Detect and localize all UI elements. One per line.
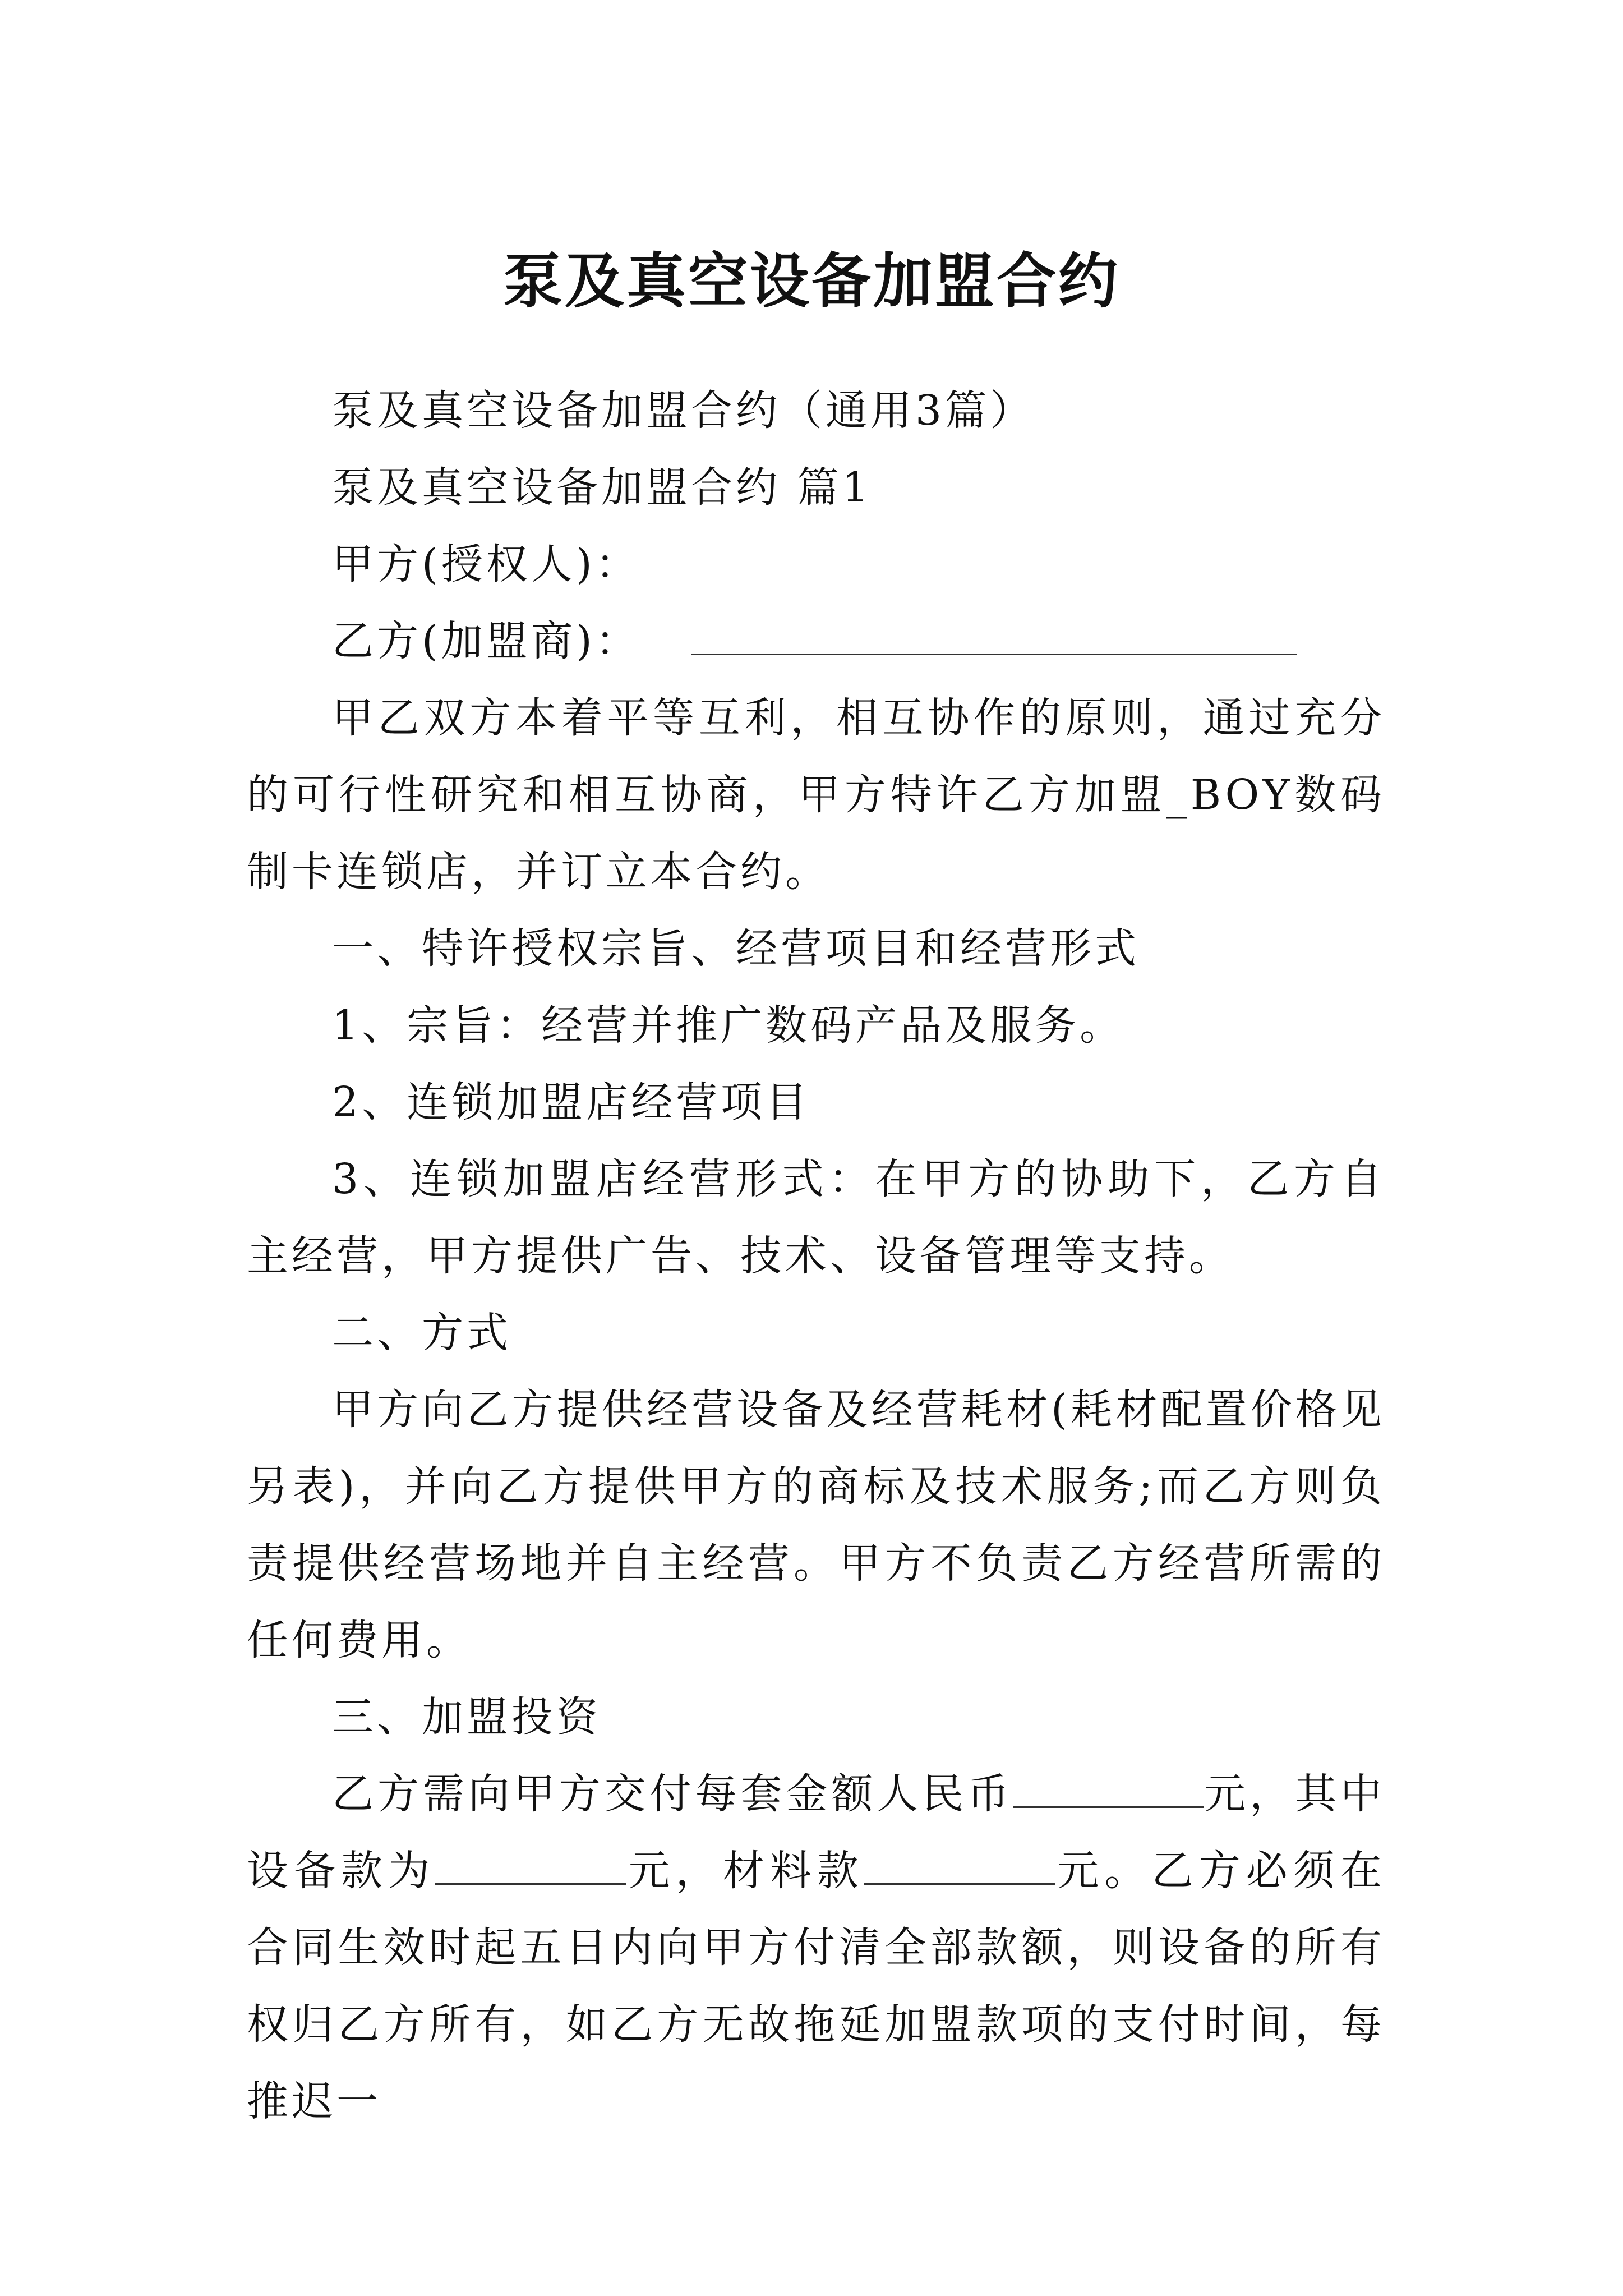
party-b-line: [247, 603, 1385, 680]
section-3-heading: 三、加盟投资: [332, 1693, 601, 1741]
material-amount-blank: [864, 1843, 1055, 1885]
section-3-paragraph: [247, 1756, 1385, 2140]
party-a-line: 甲方(授权人)：: [332, 540, 640, 588]
total-amount-blank: [1013, 1766, 1204, 1808]
section-1-item-2: 2、连锁加盟店经营项目: [332, 1078, 811, 1126]
party-b-label: 乙方(加盟商)：: [332, 617, 640, 665]
section-1-item-1: 1、宗旨：经营并推广数码产品及服务。: [332, 1001, 1125, 1050]
section-3-text-1: 乙方需向甲方交付每套金额人民币: [332, 1770, 1013, 1818]
section-1-heading: 一、特许授权宗旨、经营项目和经营形式: [332, 924, 1140, 973]
document-title: 泵及真空设备加盟合约: [503, 246, 1120, 316]
section-1-item-3: 3、连锁加盟店经营形式：在甲方的协助下，乙方自主经营，甲方提供广告、技术、设备管理等支持。: [247, 1155, 1385, 1280]
intro-paragraph: 甲乙双方本着平等互利，相互协作的原则，通过充分的可行性研究和相互协商，甲方特许乙方加盟_BOY数码制卡连锁店，并订立本合约。: [247, 694, 1385, 896]
section-2-heading: 二、方式: [332, 1309, 511, 1357]
equipment-amount-blank: [435, 1843, 626, 1885]
subtitle: 泵及真空设备加盟合约（通用3篇）: [332, 386, 1035, 435]
section-2-paragraph: 甲方向乙方提供经营设备及经营耗材(耗材配置价格见另表)，并向乙方提供甲方的商标及技术服务;而乙方则负责提供经营场地并自主经营。甲方不负责乙方经营所需的任何费用。: [247, 1386, 1385, 1664]
party-b-blank: [691, 613, 1297, 655]
section-3-text-2: 元，其中设备款为: [247, 1770, 1386, 1895]
section-3-text-4: 元。乙方必须在合同生效时起五日内向甲方付清全部款额，则设备的所有权归乙方所有，如乙方无故拖延加盟款项的支付时间，每推迟一: [247, 1847, 1386, 2125]
chapter-heading: 泵及真空设备加盟合约 篇1: [332, 463, 872, 512]
section-3-text-3: 元，材料款: [626, 1847, 865, 1895]
document-body: [247, 372, 1385, 2140]
